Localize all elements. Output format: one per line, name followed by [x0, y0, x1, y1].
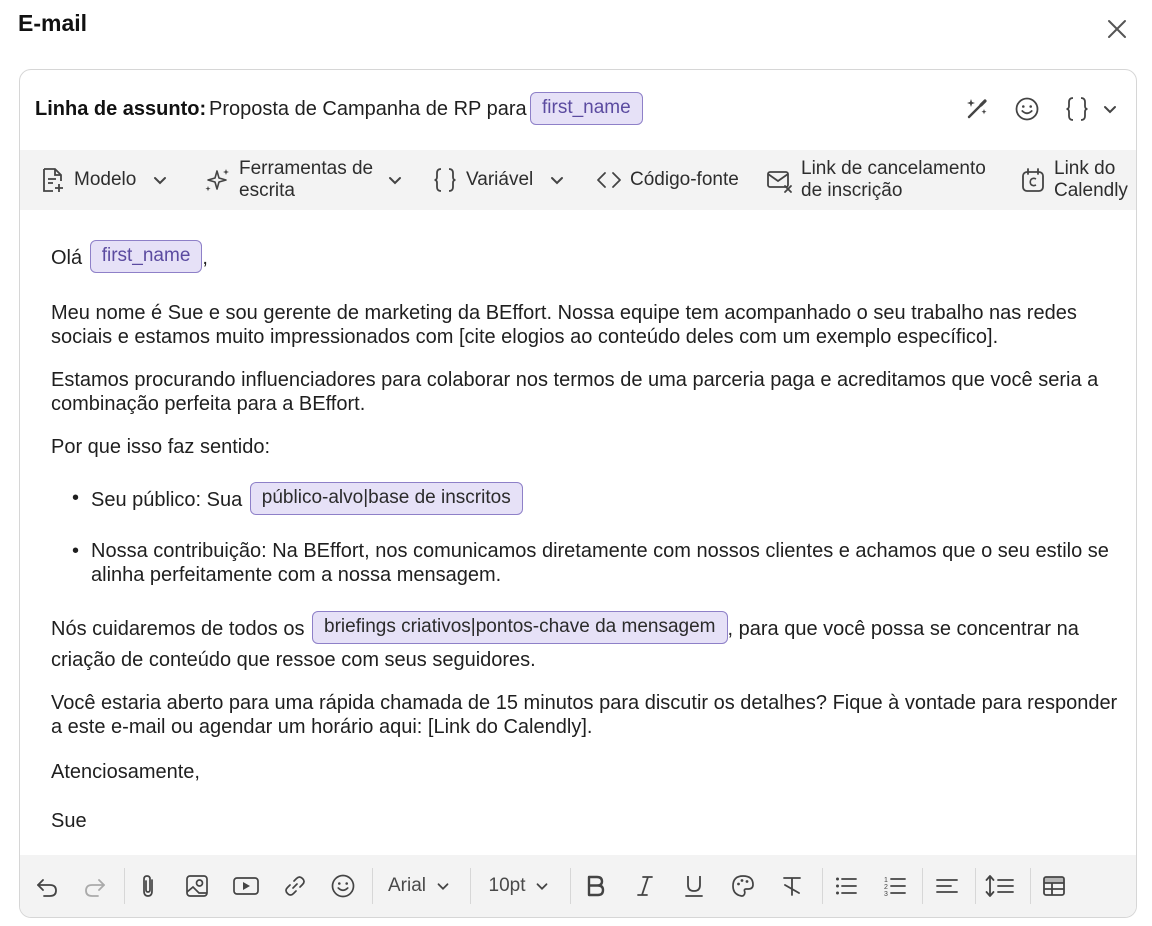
font-family-value: Arial: [387, 875, 426, 896]
undo-button[interactable]: [30, 869, 64, 903]
insert-emoji-button[interactable]: [326, 869, 360, 903]
close-button[interactable]: [1104, 16, 1130, 42]
toolbar-divider: [372, 868, 373, 904]
bulleted-list-button[interactable]: [829, 869, 863, 903]
writing-tools-label: [239, 158, 373, 202]
variable-label: Variável: [466, 169, 534, 190]
calendly-label: [1054, 158, 1128, 202]
redo-button[interactable]: [78, 869, 112, 903]
insert-image-button[interactable]: [180, 869, 214, 903]
insert-link-button[interactable]: [278, 869, 312, 903]
subject-row: [20, 70, 1136, 150]
close-icon: [1104, 16, 1130, 42]
toolbar-divider: [570, 868, 571, 904]
bullet-audience: [91, 486, 1121, 515]
template-label: Modelo: [74, 169, 137, 190]
magic-wand-icon: [963, 95, 991, 123]
calendly-link-button[interactable]: [1020, 150, 1128, 210]
code-icon: [596, 167, 622, 193]
font-size-value: 10pt: [488, 875, 526, 896]
source-code-label: Código-fonte: [630, 169, 739, 190]
audience-variable-chip[interactable]: público-alvo|base de inscritos: [250, 482, 523, 515]
line-height-button[interactable]: [982, 869, 1018, 903]
paragraph-briefings: [51, 615, 1126, 644]
text-color-button[interactable]: [726, 869, 760, 903]
chevron-down-icon: [150, 170, 170, 190]
writing-tools-menu[interactable]: [203, 150, 405, 210]
insert-table-button[interactable]: [1037, 869, 1071, 903]
paragraph-proposal: Estamos procurando influenciadores para colaborar nos termos de uma parceria paga e acreditamos que você seria a combinação perfeita para a BEffort.: [51, 369, 1099, 415]
italic-button[interactable]: [628, 869, 662, 903]
variable-menu-button[interactable]: [1062, 94, 1122, 124]
dialog-title: E-mail: [18, 10, 88, 36]
underline-button[interactable]: [677, 869, 711, 903]
closing-text: Atenciosamente,: [51, 761, 200, 783]
svg-text:2: 2: [884, 884, 888, 891]
table-icon: [1041, 873, 1067, 899]
unsubscribe-line1: Link de cancelamento: [801, 158, 986, 179]
image-icon: [184, 873, 210, 899]
toolbar-divider: [470, 868, 471, 904]
clear-format-icon: [779, 873, 805, 899]
bullet-contribution: • Nossa contribuição: Na BEffort, nos comunicamos diretamente com nossos clientes e achamos que o seu estilo se alinha perfeitamente com a nossa mensagem.: [91, 539, 1121, 587]
greeting-line: [51, 244, 1126, 273]
writing-tools-line2: escrita: [239, 180, 295, 201]
calendly-line2: Calendly: [1054, 180, 1128, 201]
editor-toolbar: [20, 150, 1136, 210]
toolbar-divider: [822, 868, 823, 904]
palette-icon: [730, 873, 756, 899]
insert-video-button[interactable]: [229, 869, 263, 903]
greeting-variable-chip[interactable]: first_name: [90, 240, 203, 273]
variable-menu[interactable]: [432, 150, 567, 210]
bullet-audience-text: Seu público: Sua: [91, 488, 243, 511]
paragraph-briefings-line2: criação de conteúdo que ressoe com seus seguidores.: [51, 649, 536, 671]
paragraph-why: Por que isso faz sentido:: [51, 436, 271, 458]
briefings-variable-chip[interactable]: briefings criativos|pontos-chave da mensagem: [312, 611, 727, 644]
greeting-comma: ,: [202, 246, 208, 269]
calendly-line1: Link do: [1054, 158, 1116, 179]
bullet-list-icon: [833, 873, 859, 899]
font-family-select[interactable]: [382, 869, 458, 903]
briefings-prefix: Nós cuidaremos de todos os: [51, 617, 305, 640]
smiley-icon: [330, 873, 356, 899]
bold-icon: [583, 873, 607, 899]
toolbar-divider: [975, 868, 976, 904]
line-height-icon: [985, 873, 1015, 899]
toolbar-divider: [922, 868, 923, 904]
sparkles-icon: [203, 166, 231, 194]
paragraph-intro: Meu nome é Sue e sou gerente de marketing da BEffort. Nossa equipe tem acompanhado o seu trabalho nas redes sociais e estamos muito impressionados com [cite elogios ao conteúdo deles com um exemplo específico].: [51, 302, 1077, 348]
bold-button[interactable]: [578, 869, 612, 903]
signature-text: Sue: [51, 810, 87, 832]
calendar-icon: [1020, 166, 1046, 194]
source-code-button[interactable]: [596, 150, 739, 210]
briefings-suffix: , para que você possa se concentrar na: [727, 617, 1079, 640]
chevron-down-icon: [533, 877, 551, 895]
toolbar-divider: [124, 868, 125, 904]
greeting-text: Olá: [51, 246, 83, 269]
align-button[interactable]: [930, 869, 964, 903]
svg-text:1: 1: [884, 877, 888, 884]
ai-magic-button[interactable]: [962, 94, 992, 124]
curly-braces-icon: [432, 166, 458, 194]
unsubscribe-line2: de inscrição: [801, 180, 903, 201]
subject-input[interactable]: Proposta de Campanha de RP para: [209, 98, 527, 120]
email-editor: [19, 69, 1137, 918]
smiley-icon: [1014, 96, 1040, 122]
link-icon: [282, 873, 308, 899]
curly-braces-icon: [1064, 95, 1090, 123]
chevron-down-icon: [434, 877, 452, 895]
chevron-down-icon: [1100, 99, 1120, 119]
writing-tools-line1: Ferramentas de: [239, 158, 374, 179]
attach-button[interactable]: [132, 869, 166, 903]
template-menu[interactable]: [40, 150, 170, 210]
align-left-icon: [934, 873, 960, 899]
emoji-button[interactable]: [1012, 94, 1042, 124]
clear-formatting-button[interactable]: [775, 869, 809, 903]
chevron-down-icon: [385, 170, 405, 190]
undo-icon: [34, 873, 60, 899]
chevron-down-icon: [547, 170, 567, 190]
mail-unsubscribe-icon: [765, 166, 793, 194]
video-icon: [232, 873, 260, 899]
unsubscribe-link-button[interactable]: [765, 150, 986, 210]
numbered-list-button[interactable]: [878, 869, 912, 903]
font-size-select[interactable]: [480, 869, 560, 903]
svg-text:3: 3: [884, 891, 888, 898]
subject-label: Linha de assunto:: [35, 98, 207, 120]
redo-icon: [82, 873, 108, 899]
template-document-icon: [40, 166, 66, 194]
format-toolbar: [20, 855, 1136, 917]
subject-variable-chip[interactable]: first_name: [530, 92, 643, 125]
numbered-list-icon: [882, 873, 908, 899]
toolbar-divider: [1030, 868, 1031, 904]
unsubscribe-label: [801, 158, 986, 202]
paperclip-icon: [136, 873, 162, 899]
paragraph-call: Você estaria aberto para uma rápida chamada de 15 minutos para discutir os detalhes? Fique à vontade para responder a este e-mail ou agendar um horário aqui: [Link do Calendly].: [51, 692, 1118, 738]
italic-icon: [633, 873, 657, 899]
underline-icon: [682, 873, 706, 899]
